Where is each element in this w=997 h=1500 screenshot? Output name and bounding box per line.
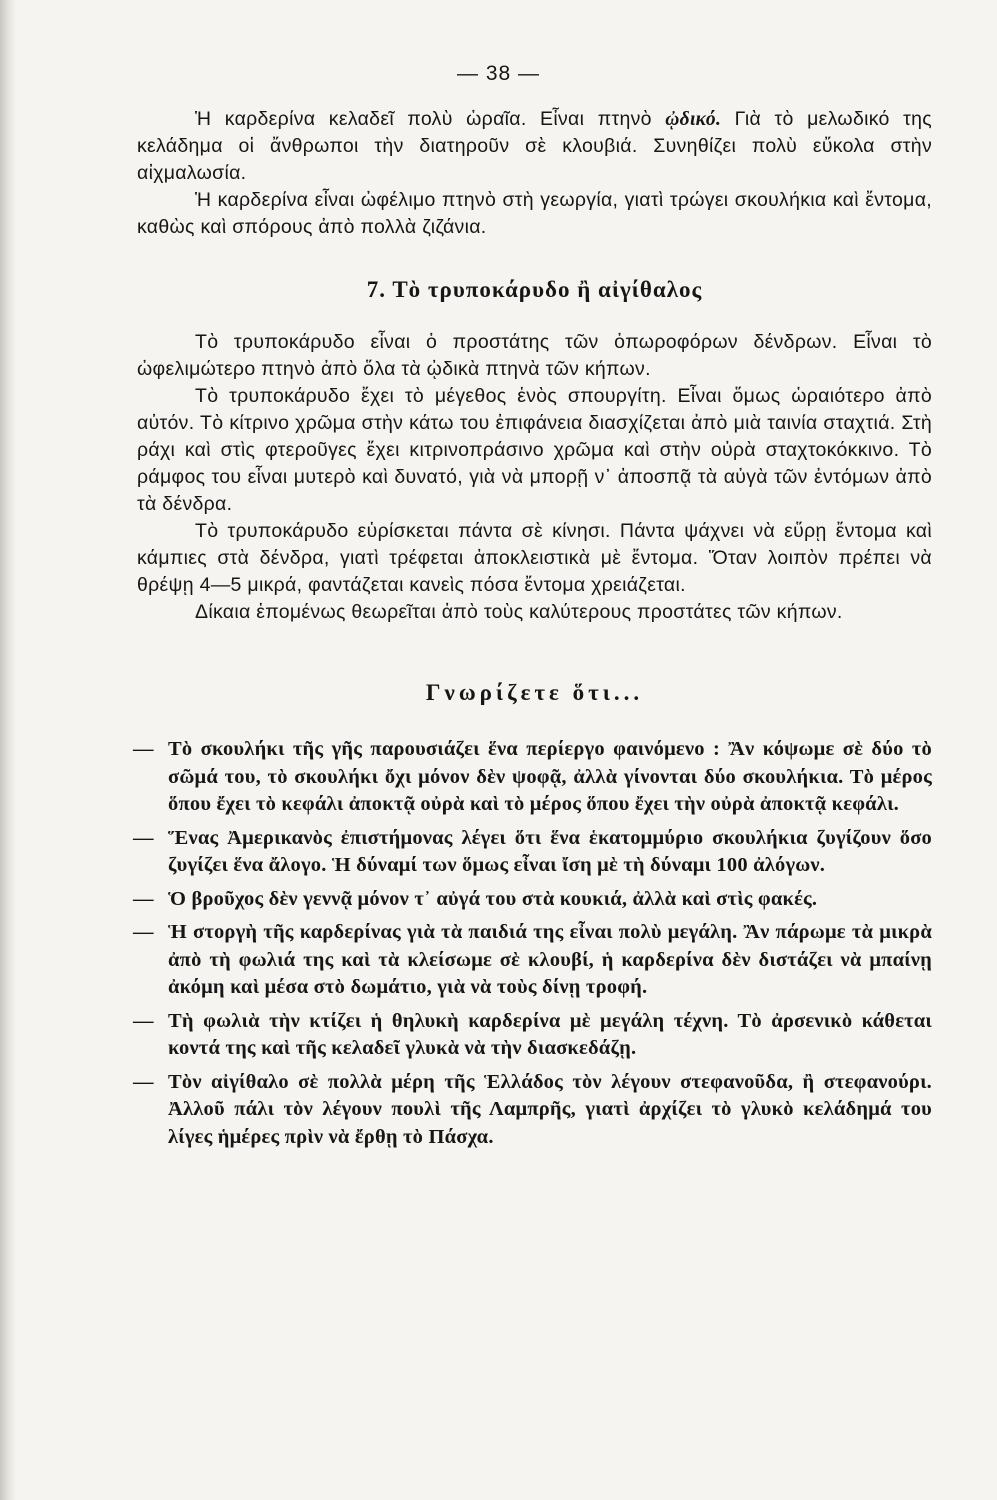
page-binding-edge — [0, 0, 16, 1500]
fact-text: Ὁ βροῦχος δὲν γεννᾷ μόνον τ᾿ αὐγά του στὰ κουκιά, ἀλλὰ καὶ στὶς φακές. — [168, 887, 818, 910]
facts-heading: Γνωρίζετε ὅτι... — [425, 680, 644, 705]
fact-item — [133, 1069, 932, 1152]
fact-item — [133, 825, 932, 880]
fact-text: Τὴ φωλιὰ τὴν κτίζει ἡ θηλυκὴ καρδερίνα μὲ μεγάλη τέχνη. Τὸ ἀρσενικὸ κάθεται κοντά της καὶ τῆς κελαδεῖ γλυκὰ νὰ τὴν διασκεδάζῃ. — [168, 1009, 932, 1059]
fact-item — [133, 919, 932, 1002]
lesson-paragraph-1: Τὸ τρυποκάρυδο εἶναι ὁ προστάτης τῶν ὀπωροφόρων δένδρων. Εἶναι τὸ ὠφελιμώτερο πτηνὸ ἀπὸ ὅλα τὰ ᾠδικὰ πτηνὰ τῶν κήπων. — [137, 331, 932, 380]
emphasis-word: ᾠδικό. — [665, 109, 722, 130]
page-content — [133, 106, 932, 1157]
dash-bullet: — — [133, 1009, 154, 1032]
dash-bullet: — — [133, 887, 154, 910]
fact-item — [133, 1008, 932, 1063]
page-number: — 38 — — [456, 62, 541, 85]
fact-item — [133, 886, 932, 914]
dash-bullet: — — [133, 921, 154, 943]
lesson-paragraph-4: Δίκαια ἑπομένως θεωρεῖται ἀπὸ τοὺς καλύτερους προστάτες τῶν κήπων. — [195, 601, 843, 623]
fact-text: Τὸ σκουλήκι τῆς γῆς παρουσιάζει ἕνα περίεργο φαινόμενο : Ἂν κόψωμε σὲ δύο τὸ σῶμά του, τὸ σκουλήκι ὄχι μόνον δὲν ψοφᾷ, ἀλλὰ γίνονται δύο σκουλήκια. Τὸ μέρος ὅπου ἔχει τὸ κεφάλι ἀποκτᾷ οὐρὰ καὶ τὸ μέρος ὅπου ἔχει τὴν οὐρὰ ἀποκτᾷ κεφάλι. — [168, 738, 932, 815]
fact-text: Ἡ στοργὴ τῆς καρδερίνας γιὰ τὰ παιδιά της εἶναι πολὺ μεγάλη. Ἂν πάρωμε τὰ μικρὰ ἀπὸ τὴ φωλιά της καὶ τὰ κλείσωμε σὲ κλουβί, ἡ καρδερίνα δὲν διστάζει νὰ μπαίνῃ ἀκόμη καὶ μέσα στὸ δωμάτιο, γιὰ νὰ τοὺς δίνῃ τροφή. — [168, 921, 932, 998]
dash-bullet: — — [133, 738, 154, 760]
intro-paragraph-2: Ἡ καρδερίνα εἶναι ὠφέλιμο πτηνὸ στὴ γεωργία, γιατὶ τρώγει σκουλήκια καὶ ἔντομα, καθὼς καὶ σπόρους ἀπὸ πολλὰ ζιζάνια. — [137, 189, 932, 238]
facts-list — [133, 736, 932, 1151]
fact-text: Τὸν αἰγίθαλο σὲ πολλὰ μέρη τῆς Ἑλλάδος τὸν λέγουν στεφανοῦδα, ἢ στεφανούρι. Ἀλλοῦ πάλι τὸν λέγουν πουλὶ τῆς Λαμπρῆς, γιατὶ ἀρχίζει τὸ γλυκὸ κελάδημά του λίγες ἡμέρες πρὶν νὰ ἔρθῃ τὸ Πάσχα. — [168, 1070, 932, 1148]
lesson-heading: 7. Τὸ τρυποκάρυδο ἢ αἰγίθαλος — [366, 277, 703, 302]
fact-text: Ἕνας Ἀμερικανὸς ἐπιστήμονας λέγει ὅτι ἕνα ἑκατομμύριο σκουλήκια ζυγίζουν ὅσο ζυγίζει ἕνα ἄλογο. Ἡ δύναμί των ὅμως εἶναι ἴση μὲ τὴ δύναμι 100 ἀλόγων. — [168, 826, 932, 876]
lesson-paragraph-3: Τὸ τρυποκάρυδο εὑρίσκεται πάντα σὲ κίνησι. Πάντα ψάχνει νὰ εὕρῃ ἔντομα καὶ κάμπιες στὰ δένδρα, γιατὶ τρέφεται ἀποκλειστικὰ μὲ ἔντομα. Ὅταν λοιπὸν πρέπει νὰ θρέψῃ 4—5 μικρά, φαντάζεται κανεὶς πόσα ἔντομα χρειάζεται. — [137, 520, 932, 596]
intro-paragraph-1: Ἡ καρδερίνα κελαδεῖ πολὺ ὡραῖα. Εἶναι πτηνὸ ᾠδικό. Γιὰ τὸ μελωδικό της κελάδημα οἱ ἄνθρωποι τὴν διατηροῦν σὲ κλουβιά. Συνηθίζει πολὺ εὔκολα στὴν αἰχμαλωσία. — [137, 108, 932, 184]
dash-bullet: — — [133, 1070, 154, 1093]
lesson-paragraph-2: Τὸ τρυποκάρυδο ἔχει τὸ μέγεθος ἑνὸς σπουργίτη. Εἶναι ὅμως ὡραιότερο ἀπὸ αὐτόν. Τὸ κίτρινο χρῶμα στὴν κάτω του ἐπιφάνεια διασχίζεται ἀπὸ μιὰ ταινία σταχτιά. Στὴ ράχι καὶ στὶς φτεροῦγες ἔχει κιτρινοπράσινο χρῶμα καὶ στὴν οὐρὰ σταχτοκόκκινο. Τὸ ράμφος του εἶναι μυτερὸ καὶ δυνατό, γιὰ νὰ μπορῇ ν᾿ ἀποσπᾷ τὰ αὐγὰ τῶν ἐντόμων ἀπὸ τὰ δένδρα. — [137, 385, 932, 515]
fact-item — [133, 736, 932, 819]
dash-bullet: — — [133, 826, 154, 849]
